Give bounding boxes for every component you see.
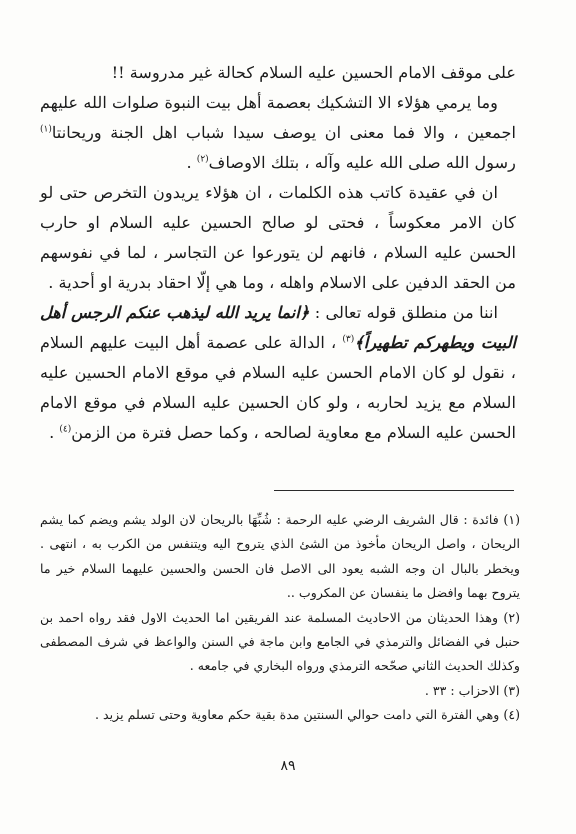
footnote-1-text: فائدة : قال الشريف الرضي عليه الرحمة : شُبِّهَا بالريحان لان الولد يشم ويضم كما يشم الريحان ، واصل الريحان مأخوذ من الشئ الذي يتروح اليه ويتنفس من الكرب به ، انتهى . ويخطر بالبال ان وجه الشبه يعود الى الاصل فان الحسن والحسين عليهما السلام خير ما يتروح بهما وافضل ما ينفسان عن المكروب ..	[40, 512, 520, 601]
paragraph-4-text-b: ، الدالة على عصمة أهل البيت عليهم السلام ، نقول لو كان الامام الحسن عليه السلام في موقع الامام الحسين عليه السلام مع يزيد لحاربه ، ولو كان الحسين عليه السلام في موقع الامام الحسن عليه السلام مع معاوية لصالحه ، وكما حصل فترة من الزمن	[40, 333, 516, 442]
footnote-3	[40, 679, 520, 703]
footnote-4	[40, 703, 520, 727]
paragraph-1	[40, 58, 516, 88]
footnote-ref-4[interactable]: (٤)	[59, 424, 72, 435]
page-number: ٨٩	[280, 758, 296, 774]
footnote-ref-2[interactable]: (٢)	[196, 154, 209, 165]
quran-verse: ﴿انما يريد الله ليذهب عنكم الرجس أهل البيت ويطهركم تطهيراً﴾	[40, 303, 516, 352]
paragraph-2	[40, 88, 516, 178]
paragraph-4-text-c: .	[49, 423, 60, 442]
footnote-3-text: الاحزاب : ٣٣ .	[424, 682, 504, 698]
footnotes	[40, 508, 520, 728]
footnote-1-number: (١)	[503, 512, 520, 527]
paragraph-3	[40, 178, 516, 298]
footnote-4-number: (٤)	[503, 707, 520, 723]
main-text	[40, 58, 516, 448]
paragraph-4	[40, 298, 516, 448]
paragraph-2-text-b: رسول الله صلى الله عليه وآله ، بتلك الاوصاف	[208, 153, 516, 172]
paragraph-3-text: ان في عقيدة كاتب هذه الكلمات ، ان هؤلاء يريدون التخرص حتى لو كان الامر معكوساً ، فحتى لو صالح الحسين عليه السلام او حارب الحسن عليه السلام ، فانهم لن يتورعوا عن التجاسر ، لما في نفوسهم من الحقد الدفين على الاسلام واهله ، وما هي إلّا احقاد بدرية او أحدية .	[40, 183, 516, 292]
footnote-1	[40, 508, 520, 606]
footnote-2	[40, 606, 520, 679]
footnote-4-text: وهي الفترة التي دامت حوالي السنتين مدة بقية حكم معاوية وحتى تسلم يزيد .	[95, 707, 504, 723]
footnote-ref-3[interactable]: (٣)	[342, 334, 355, 345]
footnote-2-number: (٢)	[503, 609, 520, 625]
paragraph-4-text: اننا من منطلق قوله تعالى :	[309, 303, 498, 322]
footnote-2-text: وهذا الحديثان من الاحاديث المسلمة عند الفريقين اما الحديث الاول فقد رواه احمد بن حنبل في الفضائل والترمذي في الجامع وابن ماجة في السنن والواعظ في شرف المصطفى وكذلك الحديث الثاني صحّحه الترمذي ورواه البخاري في جامعه .	[40, 609, 520, 674]
paragraph-2-text: وما يرمي هؤلاء الا التشكيك بعصمة أهل بيت النبوة صلوات الله عليهم اجمعين ، والا فما معنى ان يوصف سيدا شباب اهل الجنة وريحانتا	[40, 93, 516, 142]
footnote-3-number: (٣)	[503, 682, 520, 698]
paragraph-2-text-c: .	[186, 153, 197, 172]
footnote-ref-1[interactable]: (١)	[40, 124, 52, 135]
paragraph-1-text: على موقف الامام الحسين عليه السلام كحالة غير مدروسة !!	[111, 63, 516, 82]
footnote-divider	[274, 490, 514, 491]
